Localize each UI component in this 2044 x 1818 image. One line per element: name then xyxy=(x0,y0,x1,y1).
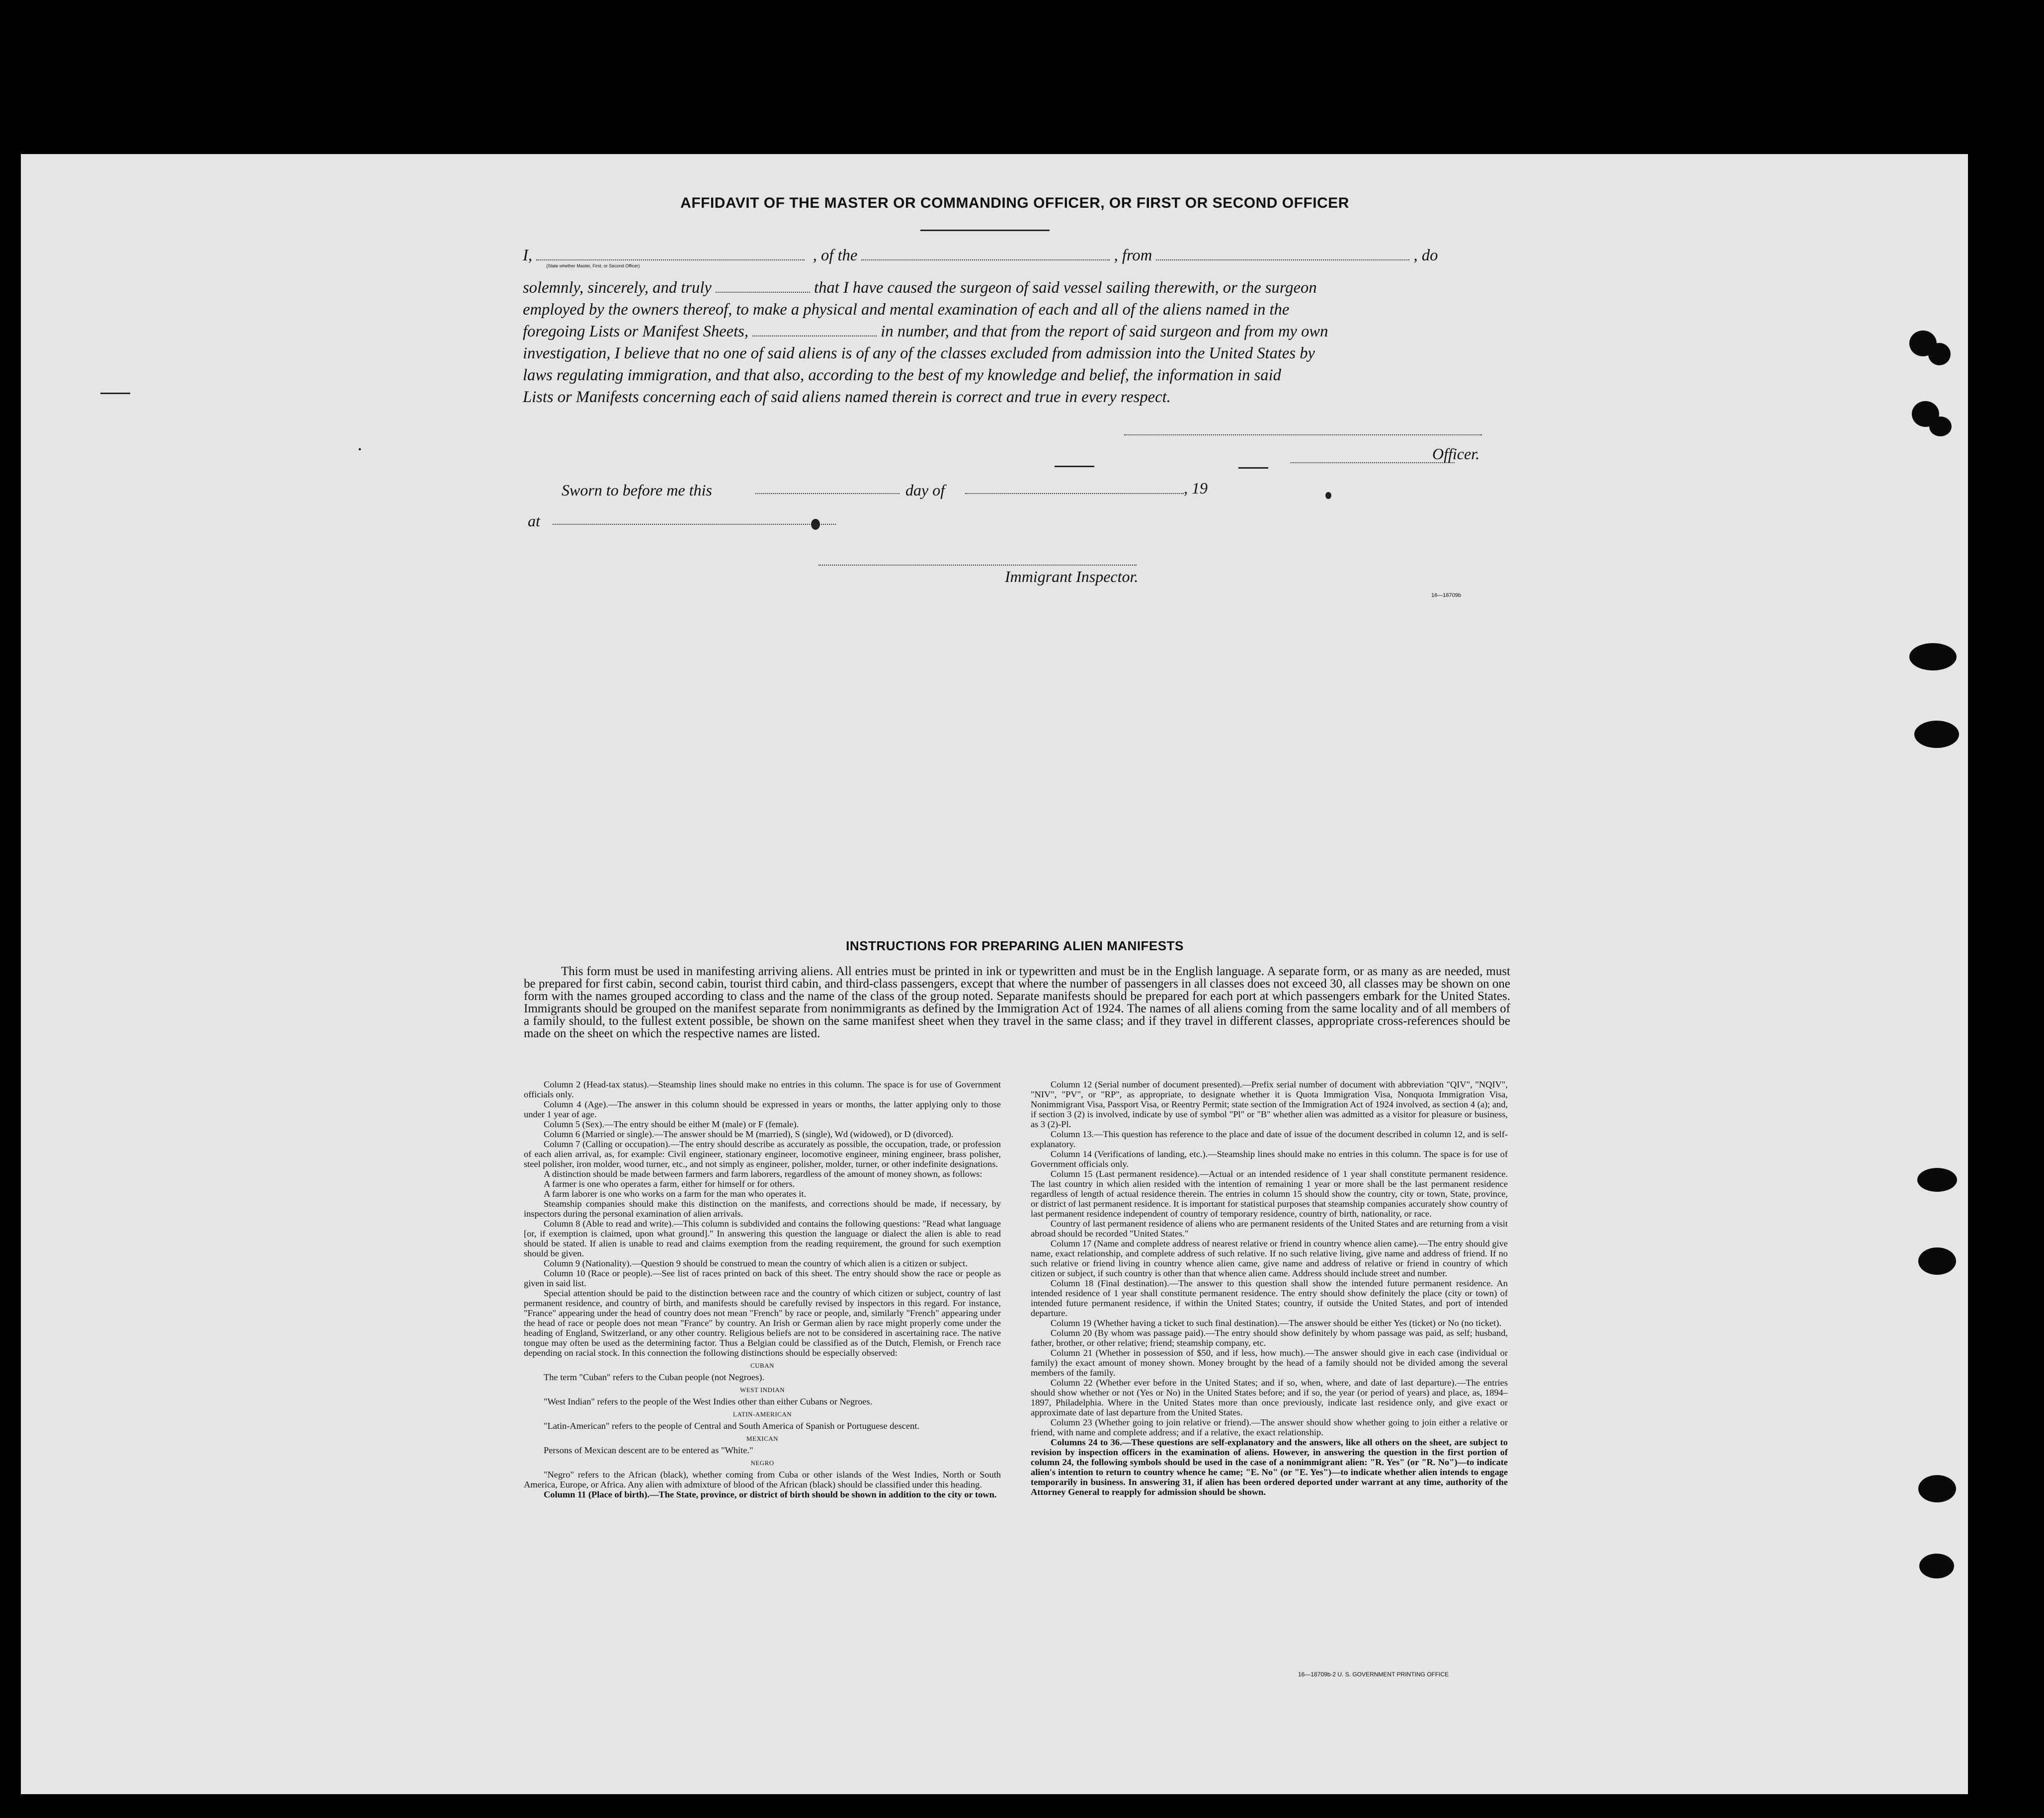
scan-mark xyxy=(1238,467,1268,469)
affidavit-line-7: Lists or Manifests concerning each of said aliens named therein is correct and true in every respect. xyxy=(523,388,1171,406)
col23-text: Column 23 (Whether going to join relative or friend).—The answer should show whether going to join either a relative or friend, with name and complete address; and if a relative, the exact relationship. xyxy=(1031,1417,1508,1437)
at-label: at xyxy=(528,512,540,530)
farmer-def: A farmer is one who operates a farm, either for himself or for others. xyxy=(544,1179,795,1189)
surgeon-text: that I have caused the surgeon of said vessel sailing therewith, or the surgeon xyxy=(814,279,1317,297)
col8-text: Column 8 (Able to read and write).—This column is subdivided and contains the following questions: "Read what language [or, if exemption is claimed, upon what ground]." In answering this question the language or dialect the alien is able to read should be stated. If alien is unable to read and claims exemption from the reading requirement, the ground for such exemption should be given. xyxy=(524,1219,1001,1258)
officer-label: Officer. xyxy=(1432,445,1480,463)
farm-laborer-def: A farm laborer is one who works on a farm for the man who operates it. xyxy=(544,1189,807,1199)
mexican-text: Persons of Mexican descent are to be entered as "White." xyxy=(544,1445,753,1455)
sworn-label: Sworn to before me this xyxy=(562,481,712,499)
punch-hole xyxy=(1918,1475,1956,1502)
instructions-intro xyxy=(524,965,1510,1040)
inspector-signature-line[interactable] xyxy=(818,564,1137,566)
steamship-distinction: Steamship companies should make this distinction on the manifests, and corrections should be made, if necessary, by inspectors during the personal examination of alien arrivals. xyxy=(524,1199,1001,1219)
affidavit-text xyxy=(523,245,1509,408)
col10-text: Column 10 (Race or people).—See list of races printed on back of this sheet. The entry should show the race or people as given in said list. xyxy=(524,1268,1001,1288)
scan-mark xyxy=(359,448,361,450)
scan-mark xyxy=(1055,466,1094,467)
col14-text: Column 14 (Verifications of landing, etc.).—Steamship lines should make no entries in this column. The space is for use of Government officials only. xyxy=(1031,1149,1508,1169)
title-divider xyxy=(920,230,1050,231)
col13-text: Column 13.—This question has reference to the place and date of issue of the document described in column 12, and is self-explanatory. xyxy=(1031,1129,1508,1149)
declare-field[interactable] xyxy=(716,280,810,293)
officer-signature-line[interactable] xyxy=(1291,461,1455,463)
col4-text: Column 4 (Age).—The answer in this column should be expressed in years or months, the latter applying only to those under 1 year of age. xyxy=(524,1099,1001,1119)
col17-text: Column 17 (Name and complete address of nearest relative or friend in country whence alien came).—The entry should give name, exact relationship, and complete address of such relative. If no such relative living, give name and address of friend. If no such relative or friend living in country whence alien came, give name and address of relative or friend in country of which citizen or subject, if such country is other than that whence alien came. Address should include street and number. xyxy=(1031,1239,1508,1278)
affidavit-line-6: laws regulating immigration, and that also, according to the best of my knowledge and belief, the information in said xyxy=(523,366,1281,384)
i-label: I, xyxy=(523,247,532,264)
day-of-label: day of xyxy=(905,481,945,499)
year-label: , 19 xyxy=(1184,479,1208,497)
punch-hole xyxy=(1928,343,1951,365)
form-code: 16—18709b xyxy=(1431,592,1461,598)
us-residence-text: Country of last permanent residence of aliens who are permanent residents of the United States and are returning from a visit abroad should be recorded "United States." xyxy=(1031,1219,1508,1239)
col15-text: Column 15 (Last permanent residence).—Actual or an intended residence of 1 year shall constitute permanent residence. The last country in which alien resided with the intention of remaining 1 year or more shall be the last permanent residence regardless of length of actual residence therein. The entries in column 15 should show the country, city or town, State, province, or district of last permanent residence. It is important for statistical purposes that steamship companies accurately show country of last permanent residence independent of country of temporary residence, country of birth, nationality, or race. xyxy=(1031,1169,1508,1219)
farmer-distinction: A distinction should be made between farmers and farm laborers, regardless of the amount of money shown, as follows: xyxy=(544,1169,982,1179)
officer-signature-line-upper[interactable] xyxy=(1124,433,1482,435)
sworn-month-field[interactable] xyxy=(965,492,1184,494)
punch-hole xyxy=(1914,721,1959,748)
scan-mark xyxy=(811,519,820,530)
affidavit-title: AFFIDAVIT OF THE MASTER OR COMMANDING OFFICER, OR FIRST OR SECOND OFFICER xyxy=(680,195,1349,211)
negro-text: "Negro" refers to the African (black), whether coming from Cuba or other islands of the West Indies, North or South America, Europe, or Africa. Any alien with admixture of blood of the African (black) should be classified under this heading. xyxy=(524,1470,1001,1489)
col2-text: Column 2 (Head-tax status).—Steamship lines should make no entries in this column. The space is for use of Government officials only. xyxy=(524,1079,1001,1099)
sworn-place-field[interactable] xyxy=(553,523,836,525)
race-distinction: Special attention should be paid to the distinction between race and the country of which citizen or subject, country of last permanent residence, and country of birth, and manifests should be carefully revised by inspectors in this regard. For instance, "France" appearing under the head of country does not mean "French" by race or people, and, similarly "French" appearing under the head of race or people does not mean "France" by country. An Irish or German alien by race might properly come under the heading of England, Switzerland, or any other country. Religious beliefs are not to be considered in ascertaining race. The native tongue may often be used as the determining factor. Thus a Belgian could be classified as of the Dutch, Flemish, or French race depending on racial stock. In this connection the following distinctions should be especially observed: xyxy=(524,1288,1001,1358)
affidavit-line-4 xyxy=(523,321,1509,342)
heading-west-indian: WEST INDIAN xyxy=(739,1386,785,1394)
instructions-title: INSTRUCTIONS FOR PREPARING ALIEN MANIFESTS xyxy=(846,938,1184,953)
col7-text: Column 7 (Calling or occupation).—The entry should describe as accurately as possible, the occupation, trade, or profession of each alien arrival, as, for example: Civil engineer, stationary engineer, locomotive engineer, mining engineer, brass polisher, steel polisher, iron molder, wood turner, etc., and not simply as engineer, polisher, molder, turner, or other indefinite designations. xyxy=(524,1139,1001,1169)
printer-imprint: 16—18709b-2 U. S. GOVERNMENT PRINTING OFFICE xyxy=(1298,1671,1449,1678)
col19-text: Column 19 (Whether having a ticket to such final destination).—The answer should be either Yes (ticket) or No (no ticket). xyxy=(1051,1318,1502,1328)
instructions-right-column xyxy=(1031,1079,1508,1497)
col18-text: Column 18 (Final destination).—The answer to this question shall show the intended future permanent residence. An intended residence of 1 year shall constitute permanent residence. The entry should show definitely the place (city or town) of intended future permanent residence, if within the United States; country, if outside the United States, and port of intended departure. xyxy=(1031,1278,1508,1318)
of-the-label: , of the xyxy=(813,247,858,264)
col5-text: Column 5 (Sex).—The entry should be either M (male) or F (female). xyxy=(544,1119,799,1129)
port-from-field[interactable] xyxy=(1156,248,1409,260)
inspector-label: Immigrant Inspector. xyxy=(1005,568,1139,585)
col6-text: Column 6 (Married or single).—The answer should be M (married), S (single), Wd (widowed), or D (divorced). xyxy=(544,1129,954,1139)
punch-hole xyxy=(1929,416,1952,436)
col24-36-text: Columns 24 to 36.—These questions are self-explanatory and the answers, like all others on the sheet, are subject to revision by inspection officers in the examination of aliens. However, in answering the question in the first portion of column 24, the following symbols should be used in the case of a nonimmigrant alien: "R. Yes" (or "R. No")—to indicate alien's intention to return to country whence he came; "E. No" (or "E. Yes")—to indicate whether alien intends to engage temporarily in business. In answering 31, if alien has been ordered deported under warrant at any time, authority of the Attorney General to reapply for admission should be shown. xyxy=(1031,1437,1508,1497)
sworn-day-field[interactable] xyxy=(755,492,899,494)
heading-latin-american: LATIN-AMERICAN xyxy=(733,1410,792,1418)
officer-rank-field[interactable] xyxy=(536,248,805,260)
heading-negro: NEGRO xyxy=(750,1459,774,1467)
col12-text: Column 12 (Serial number of document presented).—Prefix serial number of document with abbreviation "QIV", "NQIV", "NIV", "PV", or "RP", as appropriate, to designate whether it is Quota Immigration Visa, Nonquota Immigration Visa, Nonimmigrant Visa, Passport Visa, or Reentry Permit; state section of the Immigration Act of 1924 involved, as section 4 (a); and, if section 3 (2) is involved, indicate by use of symbol "Pl" or "B" whether alien was admitted as a visitor for pleasure or business, as 3 (2)-Pl. xyxy=(1031,1079,1508,1129)
scan-mark xyxy=(1325,492,1331,499)
manifest-sheet xyxy=(21,154,1968,1794)
punch-hole xyxy=(1918,1247,1956,1275)
col11-text: Column 11 (Place of birth).—The State, province, or district of birth should be shown in addition to the city or town. xyxy=(544,1489,997,1499)
punch-hole xyxy=(1919,1554,1954,1578)
vessel-name-field[interactable] xyxy=(861,248,1110,260)
intro-paragraph: This form must be used in manifesting arriving aliens. All entries must be printed in ink or typewritten and must be in the English language. A separate form, or as many as are needed, must be prepared for first cabin, second cabin, tourist third cabin, and third-class passengers, except that where the number of passengers in all classes does not exceed 30, all classes may be shown on one form with the names grouped according to class and the name of the class of the group noted. Separate manifests should be prepared for each port at which passengers embark for the United States. Immigrants should be grouped on the manifest separate from nonimmigrants as defined by the Immigration Act of 1924. The names of all aliens coming from the same locality and of all members of a family should, to the fullest extent possible, be shown on the same manifest sheet when they travel in the same class; and if they travel in different classes, appropriate cross-references should be made on the sheet on which the respective names are listed. xyxy=(524,965,1510,1040)
punch-hole xyxy=(1917,1168,1957,1192)
scan-mark xyxy=(100,393,130,394)
heading-mexican: MEXICAN xyxy=(746,1435,779,1442)
sheet-count-field[interactable] xyxy=(752,324,877,336)
state-note: (State whether Master, First, or Second Officer) xyxy=(546,263,640,268)
solemnly-text: solemnly, sincerely, and truly xyxy=(523,279,712,297)
instructions-left-column xyxy=(524,1079,1001,1499)
number-text: in number, and that from the report of said surgeon and from my own xyxy=(881,323,1328,340)
west-indian-text: "West Indian" refers to the people of the West Indies other than either Cubans or Negroes. xyxy=(544,1397,873,1406)
affidavit-line-5: investigation, I believe that no one of said aliens is of any of the classes excluded from admission into the United States by xyxy=(523,344,1315,362)
col21-text: Column 21 (Whether in possession of $50, and if less, how much).—The answer should give in each case (individual or family) the exact amount of money shown. Money brought by the head of a family should not be divided among the several members of the family. xyxy=(1031,1348,1508,1378)
from-label: , from xyxy=(1114,247,1152,264)
heading-cuban: CUBAN xyxy=(750,1362,774,1369)
foregoing-text: foregoing Lists or Manifest Sheets, xyxy=(523,323,748,340)
col9-text: Column 9 (Nationality).—Question 9 should be construed to mean the country of which alien is a citizen or subject. xyxy=(544,1258,968,1268)
affidavit-line-1 xyxy=(523,245,1509,277)
punch-hole xyxy=(1909,643,1957,670)
col22-text: Column 22 (Whether ever before in the United States; and if so, when, where, and date of last departure).—The entries should show whether or not (Yes or No) in the United States before; and if so, the year (or period of years) and place, as, 1894–1897, Philadelphia. Where in the United States more than once previously, indicate last residence only, and give exact or approximate date of last departure from the United States. xyxy=(1031,1378,1508,1417)
do-label: , do xyxy=(1413,247,1438,264)
col20-text: Column 20 (By whom was passage paid).—The entry should show definitely by whom passage was paid, as self; husband, father, brother, or other relative; friend; steamship company, etc. xyxy=(1031,1328,1508,1348)
cuban-text: The term "Cuban" refers to the Cuban people (not Negroes). xyxy=(544,1372,764,1382)
affidavit-line-2 xyxy=(523,277,1509,299)
affidavit-line-3: employed by the owners thereof, to make a physical and mental examination of each and all of the aliens named in the xyxy=(523,301,1290,319)
latin-american-text: "Latin-American" refers to the people of Central and South America of Spanish or Portuguese descent. xyxy=(544,1421,920,1431)
